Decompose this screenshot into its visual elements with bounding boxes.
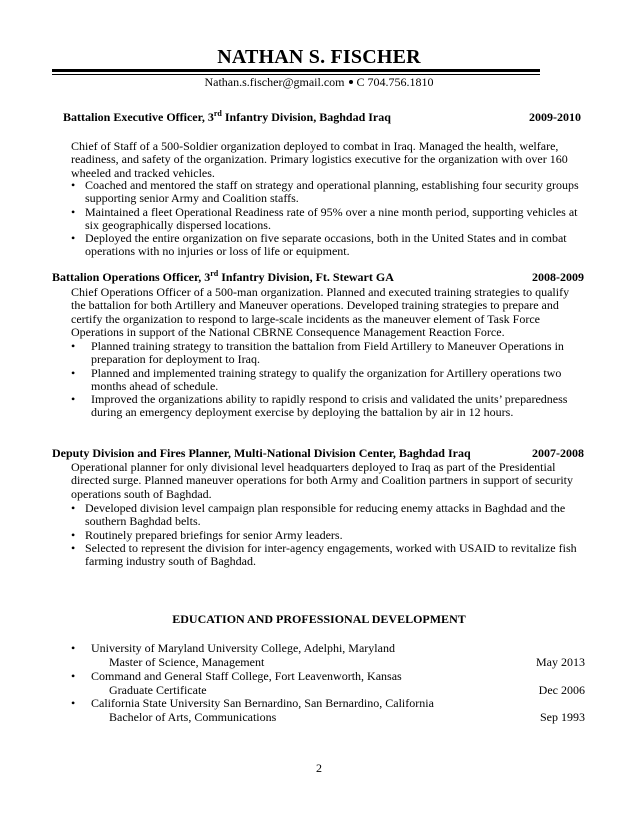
job-years: 2009-2010 — [529, 110, 581, 124]
job-summary: Operational planner for only divisional level headquarters deployed to Iraq as part of the Presidential directed surge. Planned maneuver operations for both Army and Coalition partners in support of security operations south of Baghdad. — [71, 460, 573, 501]
job-summary: Chief Operations Officer of a 500-man organization. Planned and executed training strategies to qualify the battalion for both Artillery and Maneuver operations. Developed training strategies to prepare and certify the organization to respond to large-scale incidents as the maneuver element of Task Force Operations in support of the National CBRNE Consequence Management Reaction Force. — [71, 285, 570, 339]
bullet-dot-icon — [349, 80, 353, 84]
list-item: • Routinely prepared briefings for senior Army leaders. — [71, 527, 343, 542]
list-item: • Improved the organizations ability to rapidly respond to crisis and validated the units’ preparedness during an emergency deployment exercise by deploying the battalion by air in 12 hours. — [71, 392, 568, 420]
list-item: • Planned and implemented training strategy to qualify the organization for Artillery operations two months ahead of schedule. — [71, 365, 562, 393]
contact-phone: C 704.756.1810 — [356, 75, 434, 89]
edu-date: Sep 1993 — [540, 710, 585, 724]
education-item — [71, 696, 585, 724]
bullet-dot-icon: • — [71, 641, 76, 655]
list-item: • Selected to represent the division for inter-agency engagements, worked with USAID to revitalize fish farming industry south of Baghdad. — [71, 540, 577, 569]
list-item: • Deployed the entire organization on five separate occasions, both in the United States and in combat operations with no injuries or loss of life or equipment. — [71, 231, 567, 259]
resume-name: NATHAN S. FISCHER — [217, 46, 421, 68]
page-number: 2 — [316, 761, 322, 775]
list-item: • Maintained a fleet Operational Readiness rate of 95% over a nine month period, supporting vehicles at six geographically dispersed locations. — [71, 204, 578, 232]
bullet-dot-icon: • — [71, 696, 76, 710]
education-item — [71, 641, 585, 669]
school-name: California State University San Bernardino, San Bernardino, California — [91, 696, 434, 710]
education-heading: EDUCATION AND PROFESSIONAL DEVELOPMENT — [172, 612, 466, 626]
list-item: • Planned training strategy to transition the battalion from Field Artillery to Maneuver Operations in preparation for deployment to Iraq. — [71, 339, 564, 367]
degree: Master of Science, Management — [109, 655, 265, 669]
job-title: Battalion Operations Officer, 3rd Infantry Division, Ft. Stewart GA — [52, 269, 394, 284]
job-summary: Chief of Staff of a 500-Soldier organization deployed to combat in Iraq. Managed the health, welfare, readiness, and safety of the organization. Primary logistics executive for the organization with over 160 wheeled and tracked vehicles. — [71, 139, 568, 180]
education-item — [71, 669, 585, 697]
list-item: • Developed division level campaign plan responsible for reducing enemy attacks in Baghdad and the southern Baghdad belts. — [71, 501, 566, 529]
header-rule-thick — [52, 69, 540, 72]
job-bullets — [71, 340, 586, 420]
job-bullets — [71, 502, 588, 568]
job-years: 2007-2008 — [532, 446, 584, 460]
school-name: Command and General Staff College, Fort Leavenworth, Kansas — [91, 669, 402, 683]
edu-date: May 2013 — [536, 655, 585, 669]
bullet-dot-icon: • — [71, 669, 76, 683]
job-years: 2008-2009 — [532, 270, 584, 284]
job-title: Battalion Executive Officer, 3rd Infantry Division, Baghdad Iraq — [63, 109, 391, 124]
school-name: University of Maryland University College, Adelphi, Maryland — [91, 641, 395, 655]
contact-line — [0, 75, 638, 90]
list-item: • Coached and mentored the staff on strategy and operational planning, establishing four security groups supporting senior Army and Coalition staffs. — [71, 178, 579, 206]
contact-email: Nathan.s.fischer@gmail.com — [204, 75, 345, 89]
edu-date: Dec 2006 — [538, 683, 585, 697]
degree: Graduate Certificate — [109, 683, 207, 697]
job-title: Deputy Division and Fires Planner, Multi-National Division Center, Baghdad Iraq — [52, 446, 471, 460]
job-bullets — [71, 179, 586, 259]
degree: Bachelor of Arts, Communications — [109, 710, 277, 724]
